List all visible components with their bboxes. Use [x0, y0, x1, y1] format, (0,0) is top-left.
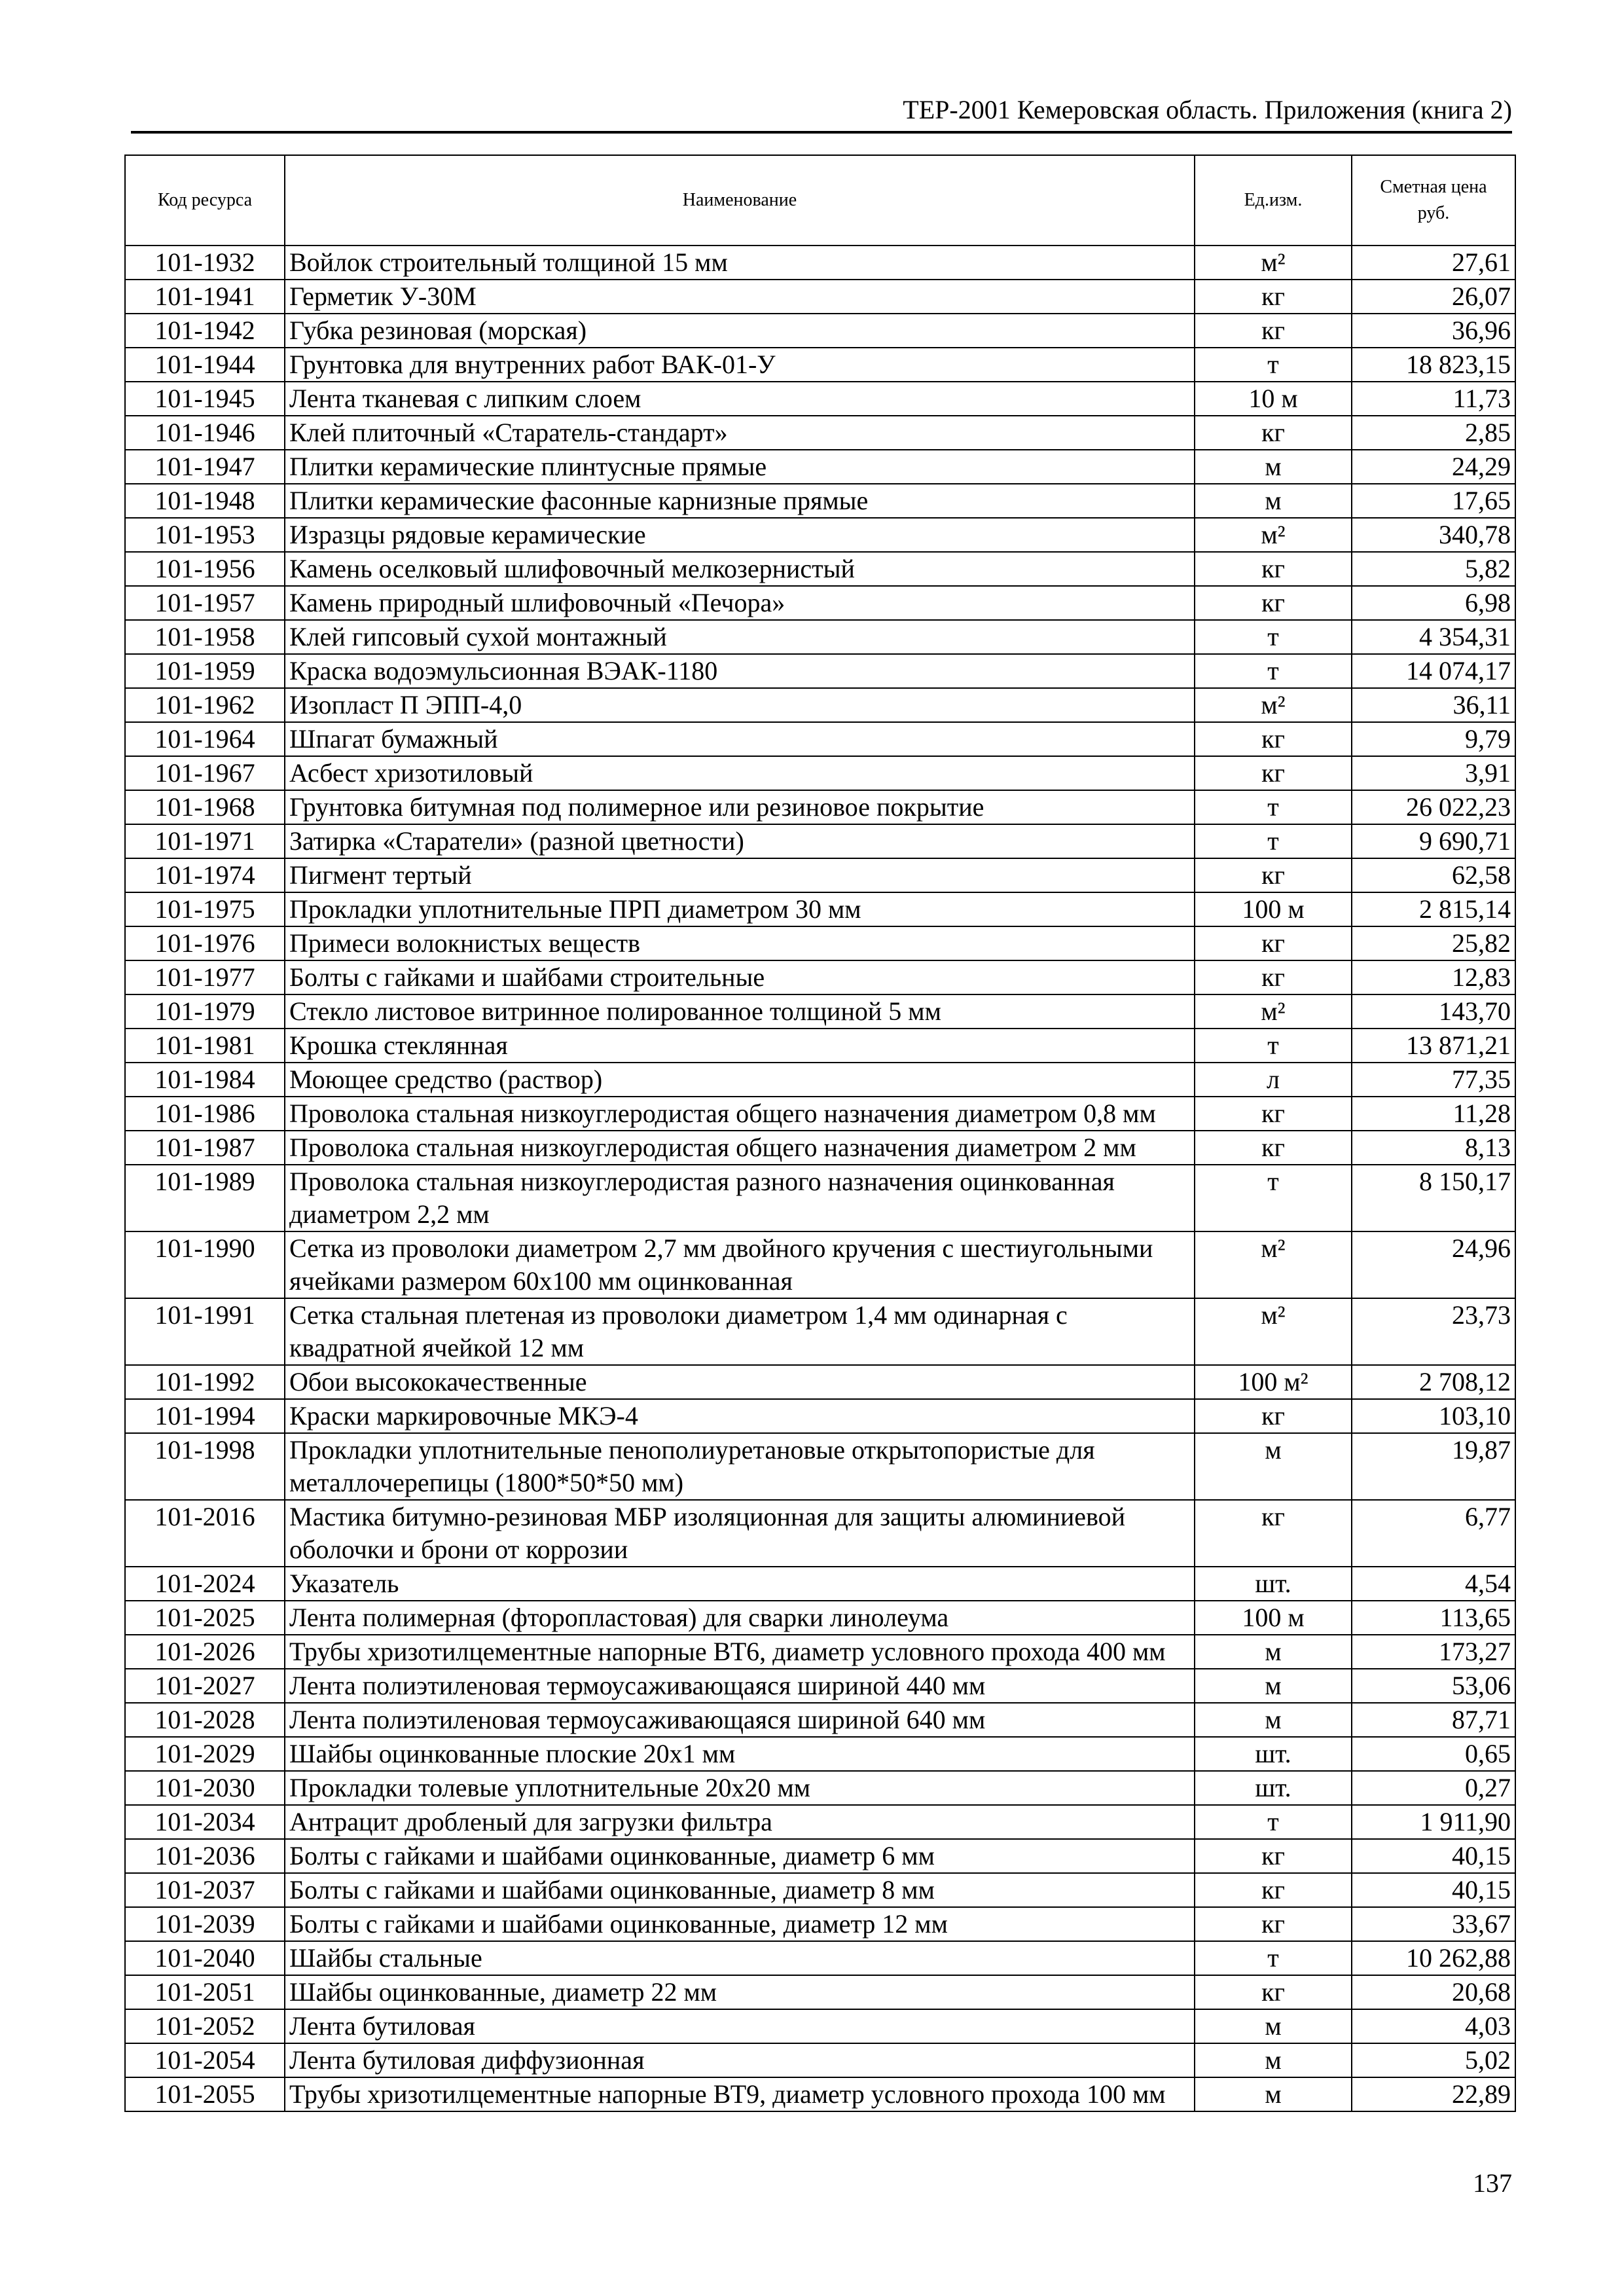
resource-name-cell: Проволока стальная низкоуглеродистая общего назначения диаметром 0,8 мм [285, 1097, 1195, 1131]
unit-cell: кг [1195, 1873, 1352, 1907]
price-cell: 6,98 [1352, 586, 1515, 620]
price-cell: 25,82 [1352, 926, 1515, 960]
table-row [125, 416, 1515, 450]
resource-code-cell: 101-1992 [125, 1365, 285, 1399]
unit-cell: т [1195, 1165, 1352, 1231]
resource-code-cell: 101-2026 [125, 1635, 285, 1669]
resource-name-cell: Указатель [285, 1567, 1195, 1601]
resource-name-cell: Мастика битумно-резиновая МБР изоляционная для защиты алюминиевой оболочки и брони от коррозии [285, 1500, 1195, 1567]
document-title: ТЕР-2001 Кемеровская область. Приложения (книга 2) [903, 95, 1512, 124]
price-cell: 13 871,21 [1352, 1029, 1515, 1063]
table-row [125, 1737, 1515, 1771]
price-cell: 8,13 [1352, 1131, 1515, 1165]
price-cell: 8 150,17 [1352, 1165, 1515, 1231]
table-row [125, 1975, 1515, 2009]
table-row [125, 926, 1515, 960]
price-cell: 17,65 [1352, 484, 1515, 518]
resource-code-cell: 101-1962 [125, 688, 285, 722]
price-cell: 2 708,12 [1352, 1365, 1515, 1399]
price-cell: 87,71 [1352, 1703, 1515, 1737]
resource-code-cell: 101-1957 [125, 586, 285, 620]
resource-code-cell: 101-2054 [125, 2043, 285, 2077]
price-cell: 5,02 [1352, 2043, 1515, 2077]
unit-cell: кг [1195, 722, 1352, 756]
resource-code-cell: 101-1946 [125, 416, 285, 450]
table-row [125, 1669, 1515, 1703]
resource-code-cell: 101-2039 [125, 1907, 285, 1941]
resource-name-cell: Лента бутиловая диффузионная [285, 2043, 1195, 2077]
resource-code-cell: 101-1974 [125, 858, 285, 892]
price-cell: 40,15 [1352, 1873, 1515, 1907]
resource-code-cell: 101-1981 [125, 1029, 285, 1063]
table-row [125, 280, 1515, 314]
price-cell: 14 074,17 [1352, 654, 1515, 688]
price-cell: 1 911,90 [1352, 1805, 1515, 1839]
price-cell: 19,87 [1352, 1433, 1515, 1500]
table-row [125, 450, 1515, 484]
price-cell: 103,10 [1352, 1399, 1515, 1433]
resource-name-cell: Прокладки толевые уплотнительные 20х20 мм [285, 1771, 1195, 1805]
unit-cell: т [1195, 1805, 1352, 1839]
resource-code-cell: 101-1998 [125, 1433, 285, 1500]
resource-code-cell: 101-1942 [125, 314, 285, 348]
table-row [125, 994, 1515, 1029]
unit-cell: м [1195, 1433, 1352, 1500]
price-cell: 20,68 [1352, 1975, 1515, 2009]
price-cell: 173,27 [1352, 1635, 1515, 1669]
resource-code-cell: 101-2037 [125, 1873, 285, 1907]
unit-cell: м² [1195, 994, 1352, 1029]
resource-name-cell: Асбест хризотиловый [285, 756, 1195, 790]
resource-name-cell: Сетка стальная плетеная из проволоки диаметром 1,4 мм одинарная с квадратной ячейкой 12 мм [285, 1298, 1195, 1365]
table-row [125, 654, 1515, 688]
resource-name-cell: Болты с гайками и шайбами оцинкованные, диаметр 12 мм [285, 1907, 1195, 1941]
resource-code-cell: 101-1941 [125, 280, 285, 314]
resource-code-cell: 101-2040 [125, 1941, 285, 1975]
resource-name-cell: Клей плиточный «Старатель-стандарт» [285, 416, 1195, 450]
unit-cell: кг [1195, 314, 1352, 348]
table-row [125, 1771, 1515, 1805]
table-row [125, 518, 1515, 552]
resource-name-cell: Антрацит дробленый для загрузки фильтра [285, 1805, 1195, 1839]
price-cell: 5,82 [1352, 552, 1515, 586]
price-cell: 4,54 [1352, 1567, 1515, 1601]
resource-code-cell: 101-1991 [125, 1298, 285, 1365]
table-row [125, 1805, 1515, 1839]
resource-name-cell: Стекло листовое витринное полированное толщиной 5 мм [285, 994, 1195, 1029]
resource-name-cell: Пигмент тертый [285, 858, 1195, 892]
price-cell: 12,83 [1352, 960, 1515, 994]
unit-cell: кг [1195, 416, 1352, 450]
price-cell: 0,65 [1352, 1737, 1515, 1771]
unit-cell: кг [1195, 586, 1352, 620]
resource-name-cell: Плитки керамические фасонные карнизные прямые [285, 484, 1195, 518]
table-row [125, 960, 1515, 994]
page-header [131, 92, 1512, 134]
unit-cell: кг [1195, 1839, 1352, 1873]
resource-code-cell: 101-1979 [125, 994, 285, 1029]
unit-cell: т [1195, 654, 1352, 688]
resource-code-cell: 101-2055 [125, 2077, 285, 2111]
resource-code-cell: 101-2051 [125, 1975, 285, 2009]
unit-cell: м [1195, 2009, 1352, 2043]
resource-code-cell: 101-2036 [125, 1839, 285, 1873]
resource-name-cell: Шайбы оцинкованные, диаметр 22 мм [285, 1975, 1195, 2009]
resource-name-cell: Клей гипсовый сухой монтажный [285, 620, 1195, 654]
unit-cell: 10 м [1195, 382, 1352, 416]
table-row [125, 1063, 1515, 1097]
resource-code-cell: 101-1976 [125, 926, 285, 960]
table-row [125, 790, 1515, 824]
price-cell: 3,91 [1352, 756, 1515, 790]
unit-cell: кг [1195, 756, 1352, 790]
resource-code-cell: 101-1989 [125, 1165, 285, 1231]
resource-code-cell: 101-1975 [125, 892, 285, 926]
price-cell: 22,89 [1352, 2077, 1515, 2111]
price-cell: 11,73 [1352, 382, 1515, 416]
price-cell: 23,73 [1352, 1298, 1515, 1365]
resource-name-cell: Проволока стальная низкоуглеродистая разного назначения оцинкованная диаметром 2,2 мм [285, 1165, 1195, 1231]
resource-name-cell: Изопласт П ЭПП-4,0 [285, 688, 1195, 722]
unit-cell: т [1195, 824, 1352, 858]
resource-name-cell: Шайбы оцинкованные плоские 20х1 мм [285, 1737, 1195, 1771]
table-row [125, 1298, 1515, 1365]
price-cell: 340,78 [1352, 518, 1515, 552]
price-cell: 11,28 [1352, 1097, 1515, 1131]
resource-code-cell: 101-1986 [125, 1097, 285, 1131]
resource-code-cell: 101-2024 [125, 1567, 285, 1601]
table-row [125, 1601, 1515, 1635]
price-cell: 26,07 [1352, 280, 1515, 314]
table-row [125, 586, 1515, 620]
resource-name-cell: Лента полимерная (фторопластовая) для сварки линолеума [285, 1601, 1195, 1635]
resource-code-cell: 101-1956 [125, 552, 285, 586]
unit-cell: кг [1195, 1907, 1352, 1941]
resource-name-cell: Лента полиэтиленовая термоусаживающаяся шириной 440 мм [285, 1669, 1195, 1703]
table-body [125, 246, 1515, 2111]
column-header-name: Наименование [285, 155, 1195, 246]
resource-name-cell: Герметик У-30М [285, 280, 1195, 314]
price-cell: 36,96 [1352, 314, 1515, 348]
price-cell: 24,29 [1352, 450, 1515, 484]
column-header-price [1352, 155, 1515, 246]
table-row [125, 722, 1515, 756]
resource-code-cell: 101-1948 [125, 484, 285, 518]
table-row [125, 824, 1515, 858]
table-row [125, 246, 1515, 280]
resource-code-cell: 101-1945 [125, 382, 285, 416]
unit-cell: кг [1195, 280, 1352, 314]
resource-name-cell: Проволока стальная низкоуглеродистая общего назначения диаметром 2 мм [285, 1131, 1195, 1165]
table-row [125, 1500, 1515, 1567]
resource-name-cell: Болты с гайками и шайбами строительные [285, 960, 1195, 994]
unit-cell: т [1195, 348, 1352, 382]
resource-code-cell: 101-1964 [125, 722, 285, 756]
price-cell: 6,77 [1352, 1500, 1515, 1567]
table-row [125, 1433, 1515, 1500]
resource-name-cell: Лента полиэтиленовая термоусаживающаяся шириной 640 мм [285, 1703, 1195, 1737]
resource-name-cell: Моющее средство (раствор) [285, 1063, 1195, 1097]
price-cell: 33,67 [1352, 1907, 1515, 1941]
unit-cell: м² [1195, 1298, 1352, 1365]
resource-code-cell: 101-1953 [125, 518, 285, 552]
resource-name-cell: Камень оселковый шлифовочный мелкозернистый [285, 552, 1195, 586]
resource-name-cell: Грунтовка битумная под полимерное или резиновое покрытие [285, 790, 1195, 824]
table-row [125, 2043, 1515, 2077]
unit-cell: м [1195, 2077, 1352, 2111]
resource-name-cell: Изразцы рядовые керамические [285, 518, 1195, 552]
table-row [125, 1365, 1515, 1399]
table-row [125, 2077, 1515, 2111]
unit-cell: шт. [1195, 1567, 1352, 1601]
unit-cell: кг [1195, 1399, 1352, 1433]
resource-name-cell: Крошка стеклянная [285, 1029, 1195, 1063]
price-cell: 77,35 [1352, 1063, 1515, 1097]
resource-price-table [124, 155, 1516, 2112]
price-cell: 53,06 [1352, 1669, 1515, 1703]
resource-name-cell: Обои высококачественные [285, 1365, 1195, 1399]
resource-code-cell: 101-1967 [125, 756, 285, 790]
price-cell: 2,85 [1352, 416, 1515, 450]
price-cell: 36,11 [1352, 688, 1515, 722]
table-row [125, 552, 1515, 586]
unit-cell: шт. [1195, 1771, 1352, 1805]
resource-name-cell: Сетка из проволоки диаметром 2,7 мм двойного кручения с шестиугольными ячейками размером 60х100 мм оцинкованная [285, 1231, 1195, 1298]
unit-cell: кг [1195, 858, 1352, 892]
table-row [125, 314, 1515, 348]
resource-code-cell: 101-2025 [125, 1601, 285, 1635]
price-cell: 27,61 [1352, 246, 1515, 280]
price-cell: 10 262,88 [1352, 1941, 1515, 1975]
resource-code-cell: 101-1990 [125, 1231, 285, 1298]
resource-code-cell: 101-2030 [125, 1771, 285, 1805]
table-row [125, 620, 1515, 654]
table-row [125, 1635, 1515, 1669]
unit-cell: т [1195, 1029, 1352, 1063]
resource-name-cell: Краска водоэмульсионная ВЭАК-1180 [285, 654, 1195, 688]
resource-code-cell: 101-2034 [125, 1805, 285, 1839]
unit-cell: м [1195, 484, 1352, 518]
price-cell: 24,96 [1352, 1231, 1515, 1298]
unit-cell: м² [1195, 1231, 1352, 1298]
price-cell: 113,65 [1352, 1601, 1515, 1635]
resource-code-cell: 101-1944 [125, 348, 285, 382]
table-row [125, 1907, 1515, 1941]
column-header-unit: Ед.изм. [1195, 155, 1352, 246]
table-row [125, 2009, 1515, 2043]
resource-name-cell: Болты с гайками и шайбами оцинкованные, диаметр 6 мм [285, 1839, 1195, 1873]
table-row [125, 688, 1515, 722]
resource-table-container [124, 155, 1515, 2112]
price-cell: 9 690,71 [1352, 824, 1515, 858]
resource-name-cell: Грунтовка для внутренних работ ВАК-01-У [285, 348, 1195, 382]
resource-name-cell: Камень природный шлифовочный «Печора» [285, 586, 1195, 620]
page-number: 137 [1473, 2168, 1512, 2198]
resource-code-cell: 101-2027 [125, 1669, 285, 1703]
unit-cell: м² [1195, 246, 1352, 280]
resource-code-cell: 101-2029 [125, 1737, 285, 1771]
table-row [125, 756, 1515, 790]
resource-code-cell: 101-1947 [125, 450, 285, 484]
table-row [125, 1131, 1515, 1165]
resource-name-cell: Затирка «Старатели» (разной цветности) [285, 824, 1195, 858]
resource-code-cell: 101-2016 [125, 1500, 285, 1567]
price-cell: 2 815,14 [1352, 892, 1515, 926]
resource-code-cell: 101-1971 [125, 824, 285, 858]
resource-name-cell: Прокладки уплотнительные пенополиуретановые открытопористые для металлочерепицы (1800*50*50 мм) [285, 1433, 1195, 1500]
resource-code-cell: 101-2028 [125, 1703, 285, 1737]
unit-cell: м [1195, 1669, 1352, 1703]
table-row [125, 1029, 1515, 1063]
resource-code-cell: 101-1984 [125, 1063, 285, 1097]
unit-cell: 100 м [1195, 1601, 1352, 1635]
resource-name-cell: Примеси волокнистых веществ [285, 926, 1195, 960]
unit-cell: кг [1195, 1975, 1352, 2009]
resource-name-cell: Прокладки уплотнительные ПРП диаметром 30 мм [285, 892, 1195, 926]
unit-cell: кг [1195, 1131, 1352, 1165]
unit-cell: м² [1195, 688, 1352, 722]
column-header-price-text: Сметная цена руб. [1380, 177, 1487, 223]
column-header-code: Код ресурса [125, 155, 285, 246]
table-header-row [125, 155, 1515, 246]
price-cell: 4 354,31 [1352, 620, 1515, 654]
table-row [125, 348, 1515, 382]
resource-name-cell: Шайбы стальные [285, 1941, 1195, 1975]
resource-name-cell: Губка резиновая (морская) [285, 314, 1195, 348]
resource-name-cell: Краски маркировочные МКЭ-4 [285, 1399, 1195, 1433]
unit-cell: кг [1195, 960, 1352, 994]
resource-code-cell: 101-1932 [125, 246, 285, 280]
resource-code-cell: 101-1968 [125, 790, 285, 824]
table-row [125, 1097, 1515, 1131]
table-row [125, 484, 1515, 518]
resource-name-cell: Шпагат бумажный [285, 722, 1195, 756]
resource-code-cell: 101-1959 [125, 654, 285, 688]
unit-cell: шт. [1195, 1737, 1352, 1771]
unit-cell: т [1195, 790, 1352, 824]
table-row [125, 1399, 1515, 1433]
resource-code-cell: 101-1987 [125, 1131, 285, 1165]
table-row [125, 1231, 1515, 1298]
resource-code-cell: 101-1977 [125, 960, 285, 994]
price-cell: 40,15 [1352, 1839, 1515, 1873]
resource-name-cell: Трубы хризотилцементные напорные ВТ9, диаметр условного прохода 100 мм [285, 2077, 1195, 2111]
table-row [125, 1165, 1515, 1231]
table-row [125, 382, 1515, 416]
table-row [125, 1567, 1515, 1601]
unit-cell: л [1195, 1063, 1352, 1097]
unit-cell: м [1195, 1703, 1352, 1737]
resource-name-cell: Войлок строительный толщиной 15 мм [285, 246, 1195, 280]
unit-cell: кг [1195, 552, 1352, 586]
unit-cell: кг [1195, 926, 1352, 960]
table-row [125, 892, 1515, 926]
table-row [125, 1941, 1515, 1975]
unit-cell: 100 м [1195, 892, 1352, 926]
price-cell: 9,79 [1352, 722, 1515, 756]
unit-cell: м² [1195, 518, 1352, 552]
resource-name-cell: Трубы хризотилцементные напорные ВТ6, диаметр условного прохода 400 мм [285, 1635, 1195, 1669]
table-row [125, 1703, 1515, 1737]
resource-code-cell: 101-1958 [125, 620, 285, 654]
unit-cell: кг [1195, 1097, 1352, 1131]
price-cell: 18 823,15 [1352, 348, 1515, 382]
price-cell: 0,27 [1352, 1771, 1515, 1805]
table-row [125, 858, 1515, 892]
resource-name-cell: Лента тканевая с липким слоем [285, 382, 1195, 416]
price-cell: 143,70 [1352, 994, 1515, 1029]
resource-name-cell: Плитки керамические плинтусные прямые [285, 450, 1195, 484]
unit-cell: т [1195, 1941, 1352, 1975]
unit-cell: м [1195, 450, 1352, 484]
resource-name-cell: Болты с гайками и шайбами оцинкованные, диаметр 8 мм [285, 1873, 1195, 1907]
unit-cell: м [1195, 2043, 1352, 2077]
resource-name-cell: Лента бутиловая [285, 2009, 1195, 2043]
price-cell: 26 022,23 [1352, 790, 1515, 824]
unit-cell: 100 м² [1195, 1365, 1352, 1399]
resource-code-cell: 101-1994 [125, 1399, 285, 1433]
price-cell: 62,58 [1352, 858, 1515, 892]
resource-code-cell: 101-2052 [125, 2009, 285, 2043]
table-row [125, 1873, 1515, 1907]
price-cell: 4,03 [1352, 2009, 1515, 2043]
table-row [125, 1839, 1515, 1873]
unit-cell: т [1195, 620, 1352, 654]
unit-cell: м [1195, 1635, 1352, 1669]
unit-cell: кг [1195, 1500, 1352, 1567]
